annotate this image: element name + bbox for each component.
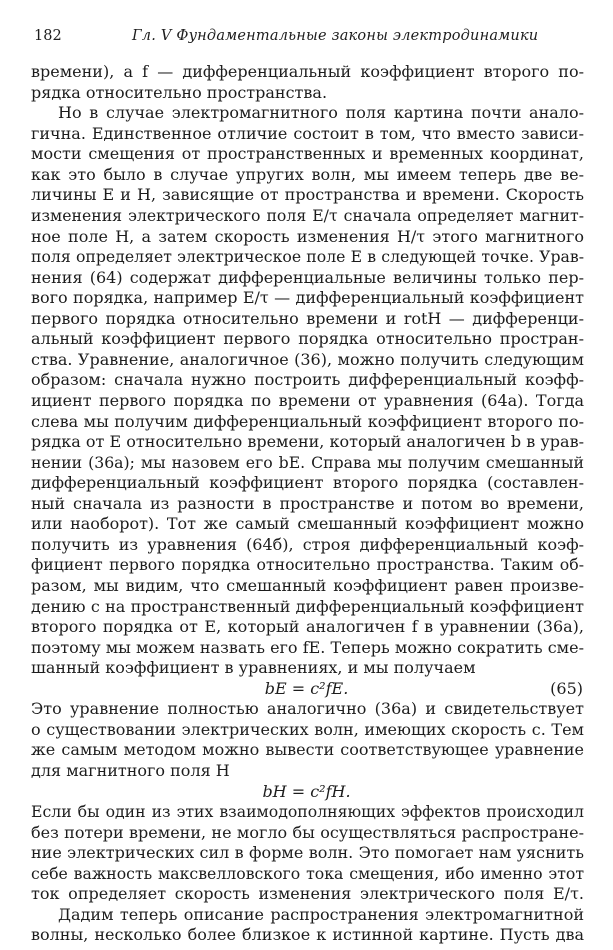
text-line: Дадим теперь описание распространения электромагнитной xyxy=(58,904,584,924)
text-line: образом: сначала нужно построить дифференциальный коэфф- xyxy=(31,370,584,390)
text-line: для магнитного поля H xyxy=(31,761,230,780)
text-line: Но в случае электромагнитного поля картина почти анало- xyxy=(58,103,584,123)
text-line: себе важность максвелловского тока смещения, ибо именно этот xyxy=(31,863,584,883)
text-line: без потери времени, не могло бы осуществляться распростране- xyxy=(31,822,584,842)
text-line: волны, несколько более близкое к истинной картине. Пусть два xyxy=(31,925,584,945)
text-line: мости смещения от пространственных и временных координат, xyxy=(31,144,584,164)
text-line: нении (36а); мы назовем его bE. Справа мы получим смешанный xyxy=(31,452,584,472)
text-line: о существовании электрических волн, имеющих скорость c. Тем xyxy=(31,719,584,739)
page-number: 182 xyxy=(34,28,62,44)
text-line: Если бы один из этих взаимодополняющих эффектов происходил xyxy=(31,802,584,822)
text-line: шанный коэффициент в уравнениях, и мы получаем xyxy=(31,658,476,678)
text-line: получить из уравнения (64б), строя дифференциальный коэф- xyxy=(31,534,584,554)
equation-65-expression: bE = c²fE. xyxy=(264,678,349,698)
text-line: ное поле H, а затем скорость изменения H/τ этого магнитного xyxy=(31,226,584,246)
text-line: альный коэффициент первого порядка относительно простран- xyxy=(31,329,584,349)
text-line: разом, мы видим, что смешанный коэффициент равен произве- xyxy=(31,576,584,595)
text-line: второго порядка от E, который аналогичен f в уравнении (36а), xyxy=(31,617,584,637)
text-line: поля определяет электрическое поле E в следующей точке. Урав- xyxy=(31,247,584,266)
text-line: ициент первого порядка по времени от уравнения (64а). Тогда xyxy=(31,390,584,410)
text-line: Это уравнение полностью аналогично (36а) и свидетельствует xyxy=(31,699,584,719)
text-line: ние электрических сил в форме волн. Это помогает нам уяснить xyxy=(31,843,584,863)
equation-magnetic xyxy=(0,782,613,803)
text-line: изменения электрического поля E/τ сначала определяет магнит- xyxy=(31,205,584,225)
text-line: личины E и H, зависящие от пространства и времени. Скорость xyxy=(31,185,584,205)
text-line: рядка относительно пространства. xyxy=(31,82,328,102)
text-line: фициент первого порядка относительно пространства. Таким об- xyxy=(31,555,584,575)
equation-65 xyxy=(0,679,613,700)
text-line: гична. Единственное отличие состоит в том, что вместо зависи- xyxy=(31,123,584,143)
text-line: ства. Уравнение, аналогичное (36), можно получить следующим xyxy=(31,349,584,369)
running-title: Гл. V Фундаментальные законы электродинамики xyxy=(132,28,539,44)
text-line: ный сначала из разности в пространстве и потом во времени, xyxy=(31,493,584,513)
text-line: поэтому мы можем назвать его fE. Теперь можно сократить сме- xyxy=(31,637,584,657)
text-line: рядка от E относительно времени, который аналогичен b в урав- xyxy=(31,432,584,451)
text-line: слева мы получим дифференциальный коэффициент второго по- xyxy=(31,411,584,431)
text-line: времени), а f — дифференциальный коэффициент второго по- xyxy=(31,62,584,81)
page-header xyxy=(34,28,583,48)
equation-number: (65) xyxy=(550,678,583,698)
text-line: нения (64) содержат дифференциальные величины только пер- xyxy=(31,267,584,287)
text-line: дению c на пространственный дифференциальный коэффициент xyxy=(31,596,584,616)
text-line: первого порядка относительно времени и rotH — дифференци- xyxy=(31,308,584,328)
text-line: вого порядка, например E/τ — дифференциальный коэффициент xyxy=(31,288,584,308)
text-line: или наоборот). Тот же самый смешанный коэффициент можно xyxy=(31,514,584,534)
text-line: дифференциальный коэффициент второго порядка (составлен- xyxy=(31,473,584,493)
equation-magnetic-expression: bH = c²fH. xyxy=(262,781,351,801)
text-line: как это было в случае упругих волн, мы имеем теперь две ве- xyxy=(31,164,584,184)
text-line: же самым методом можно вывести соответствующее уравнение xyxy=(31,740,584,760)
text-line: ток определяет скорость изменения электрического поля E/τ. xyxy=(31,884,584,904)
